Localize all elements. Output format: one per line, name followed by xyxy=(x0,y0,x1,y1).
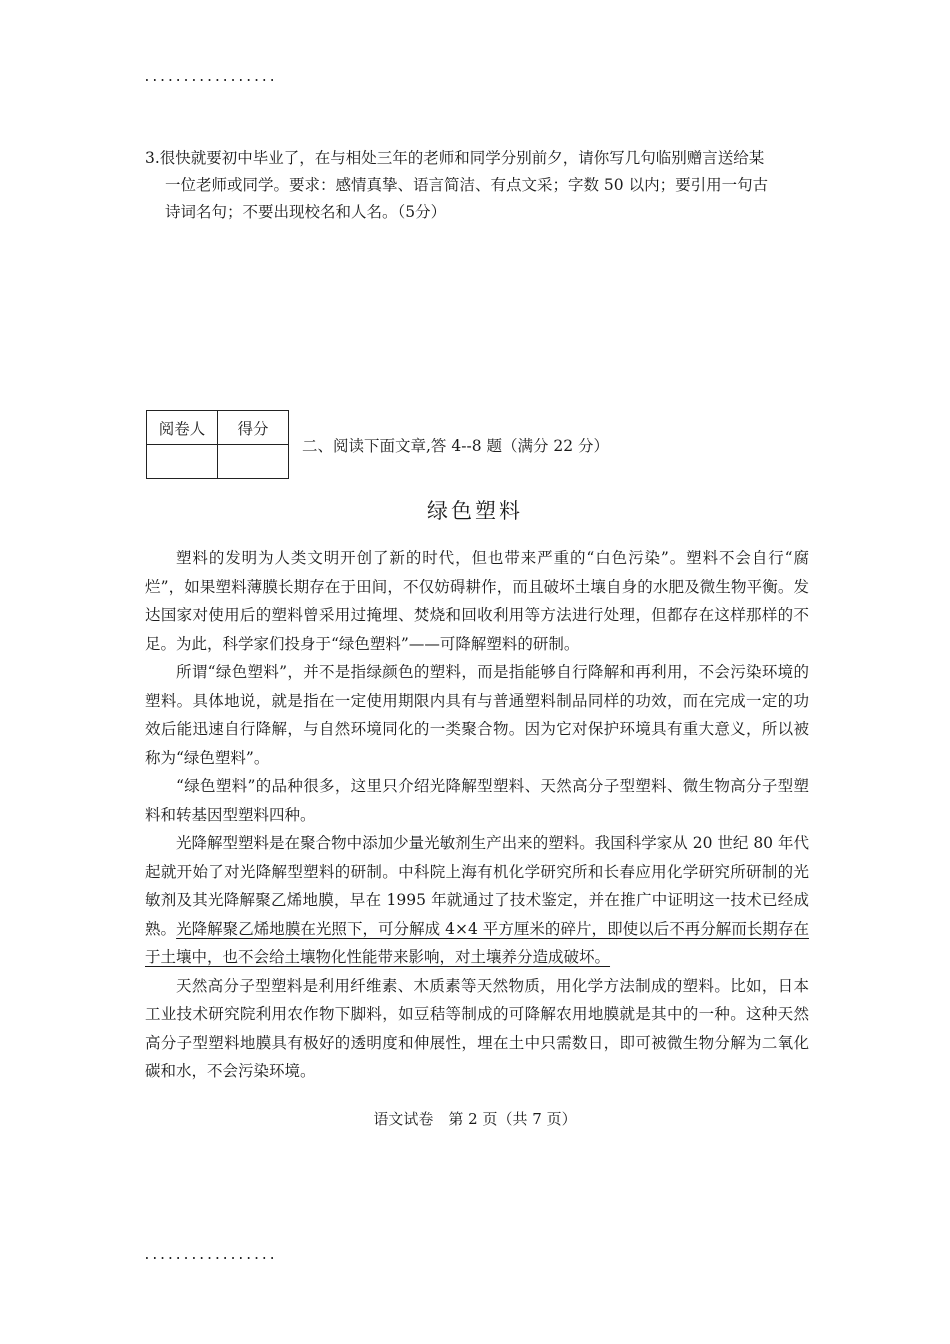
question-3-line-2: 一位老师或同学。要求：感情真挚、语言简洁、有点文采；字数 50 以内；要引用一句古 xyxy=(165,176,769,194)
question-3-line-3: 诗词名句；不要出现校名和人名。（5分） xyxy=(165,203,447,221)
score-table xyxy=(146,410,289,479)
paragraph-4 xyxy=(145,829,809,972)
paragraph-3: “绿色塑料”的品种很多，这里只介绍光降解型塑料、天然高分子型塑料、微生物高分子型塑料和转基因型塑料四种。 xyxy=(145,777,809,824)
bottom-dotted-line: ................. xyxy=(143,1248,277,1263)
question-3 xyxy=(145,145,815,226)
paragraph-4-text: 光降解型塑料是在聚合物中添加少量光敏剂生产出来的塑料。我国科学家从 20 世纪 80 年代起就开始了对光降解型塑料的研制。中科院上海有机化学研究所和长春应用化学研究所研制的光敏剂及其光降解聚乙烯地膜，早在 1995 年就通过了技术鉴定，并在推广中证明这一技术已经成熟。 xyxy=(145,834,809,938)
article-title: 绿色塑料 xyxy=(427,499,523,523)
paragraph-4-underlined-text: 光降解聚乙烯地膜在光照下，可分解成 4×4 平方厘米的碎片，即使以后不再分解而长期存在于土壤中，也不会给土壤物化性能带来影响，对土壤养分造成破坏。 xyxy=(145,919,809,966)
paragraph-1: 塑料的发明为人类文明开创了新的时代，但也带来严重的“白色污染”。塑料不会自行“腐烂”，如果塑料薄膜长期存在于田间，不仅妨碍耕作，而且破坏土壤自身的水肥及微生物平衡。发达国家对使用后的塑料曾采用过掩埋、焚烧和回收利用等方法进行处理，但都存在这样那样的不足。为此，科学家们投身于“绿色塑料”——可降解塑料的研制。 xyxy=(145,549,809,653)
score-table-header-score: 得分 xyxy=(218,411,289,445)
section-heading: 二、阅读下面文章,答 4--8 题（满分 22 分） xyxy=(302,437,610,455)
article-body xyxy=(145,544,809,1086)
score-table-grader-cell[interactable] xyxy=(147,445,218,479)
score-table-header-grader: 阅卷人 xyxy=(147,411,218,445)
question-3-line-1: 3.很快就要初中毕业了，在与相处三年的老师和同学分别前夕，请你写几句临别赠言送给某 xyxy=(145,149,765,167)
paragraph-2: 所谓“绿色塑料”，并不是指绿颜色的塑料，而是指能够自行降解和再利用，不会污染环境的塑料。具体地说，就是指在一定使用期限内具有与普通塑料制品同样的功效，而在完成一定的功效后能迅速自行降解，与自然环境同化的一类聚合物。因为它对保护环境具有重大意义，所以被称为“绿色塑料”。 xyxy=(145,663,809,767)
paragraph-5: 天然高分子型塑料是利用纤维素、木质素等天然物质，用化学方法制成的塑料。比如，日本工业技术研究院利用农作物下脚料，如豆秸等制成的可降解农用地膜就是其中的一种。这种天然高分子型塑料地膜具有极好的透明度和伸展性，埋在土中只需数日，即可被微生物分解为二氧化碳和水，不会污染环境。 xyxy=(145,976,809,1080)
top-dotted-line: ................. xyxy=(143,70,277,85)
page-footer: 语文试卷 第 2 页（共 7 页） xyxy=(373,1110,577,1128)
score-table-score-cell[interactable] xyxy=(218,445,289,479)
